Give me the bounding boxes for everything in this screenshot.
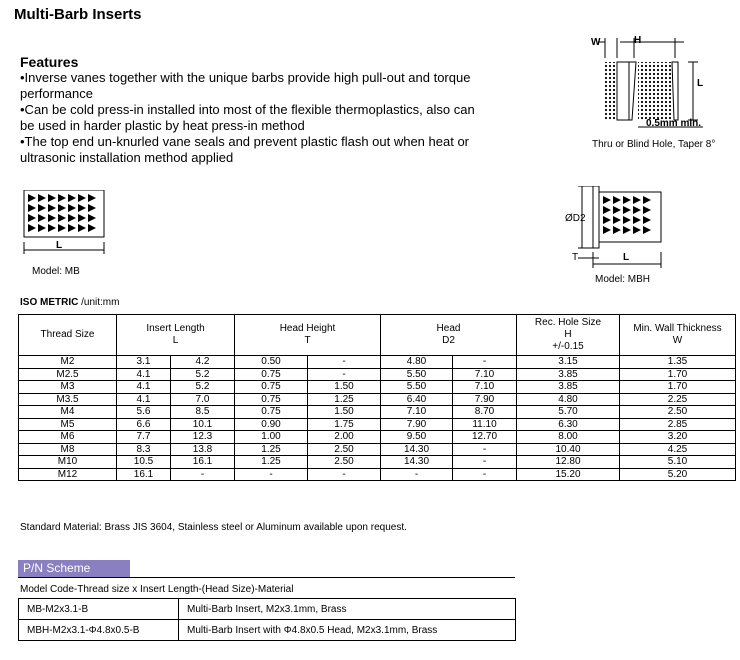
table-cell: 12.70: [453, 431, 517, 444]
model-code-text: Model Code-Thread size x Insert Length-(Head Size)-Material: [20, 584, 294, 595]
table-cell: 4.25: [620, 443, 736, 456]
table-cell: 10.5: [117, 456, 171, 469]
table-cell: 3.15: [517, 356, 620, 369]
table-cell: 5.50: [381, 381, 453, 394]
table-cell: 5.70: [517, 406, 620, 419]
table-cell: -: [453, 443, 517, 456]
table-cell: 3.20: [620, 431, 736, 444]
col-head: Head D2: [381, 315, 517, 356]
table-cell: 12.3: [171, 431, 235, 444]
table-row: [19, 456, 736, 469]
table-cell: 8.70: [453, 406, 517, 419]
table-cell: 4.1: [117, 381, 171, 394]
table-cell: M6: [19, 431, 117, 444]
table-cell: 1.25: [235, 443, 308, 456]
table-cell: 1.25: [235, 456, 308, 469]
table-cell: M2.5: [19, 368, 117, 381]
table-cell: -: [308, 356, 381, 369]
table-cell: 7.90: [381, 418, 453, 431]
table-cell: 7.10: [381, 406, 453, 419]
table-cell: 6.30: [517, 418, 620, 431]
table-cell: -: [235, 468, 308, 481]
col-head-height: Head Height T: [235, 315, 381, 356]
table-cell: 14.30: [381, 443, 453, 456]
pn-table: [18, 598, 516, 641]
table-cell: M3: [19, 381, 117, 394]
table-cell: M8: [19, 443, 117, 456]
table-cell: 3.1: [117, 356, 171, 369]
table-cell: 1.75: [308, 418, 381, 431]
table-cell: M2: [19, 356, 117, 369]
label-l: L: [697, 78, 704, 89]
table-cell: 6.6: [117, 418, 171, 431]
features-list: [20, 70, 490, 166]
table-cell: 5.10: [620, 456, 736, 469]
table-cell: 1.25: [308, 393, 381, 406]
col-min-wall: Min. Wall Thickness W: [620, 315, 736, 356]
table-cell: 13.8: [171, 443, 235, 456]
col-thread-size: Thread Size: [19, 315, 117, 356]
table-cell: 8.3: [117, 443, 171, 456]
table-cell: M4: [19, 406, 117, 419]
iso-metric-label: ISO METRIC /unit:mm: [20, 297, 120, 308]
table-cell: M12: [19, 468, 117, 481]
table-cell: -: [453, 356, 517, 369]
table-cell: 16.1: [171, 456, 235, 469]
table-cell: -: [453, 456, 517, 469]
table-cell: 5.2: [171, 368, 235, 381]
table-cell: 0.75: [235, 393, 308, 406]
table-cell: 10.40: [517, 443, 620, 456]
features-heading: Features: [20, 54, 79, 70]
table-cell: 1.70: [620, 381, 736, 394]
table-cell: 2.50: [620, 406, 736, 419]
table-cell: 2.50: [308, 443, 381, 456]
mbh-label-l: L: [623, 252, 630, 263]
table-cell: -: [308, 468, 381, 481]
pn-row: [19, 620, 516, 641]
table-cell: 7.10: [453, 381, 517, 394]
table-cell: 1.50: [308, 406, 381, 419]
table-cell: 16.1: [117, 468, 171, 481]
page-title: Multi-Barb Inserts: [14, 6, 142, 23]
label-h: H: [634, 35, 642, 46]
col-insert-length: Insert Length L: [117, 315, 235, 356]
mbh-label-t: T: [572, 252, 579, 263]
table-cell: 4.1: [117, 368, 171, 381]
spec-table: [18, 314, 736, 481]
table-cell: 7.90: [453, 393, 517, 406]
table-cell: 0.50: [235, 356, 308, 369]
pn-description: Multi-Barb Insert with Φ4.8x0.5 Head, M2x3.1mm, Brass: [179, 620, 516, 641]
table-header-row: [19, 315, 736, 356]
table-cell: -: [453, 468, 517, 481]
table-cell: -: [308, 368, 381, 381]
table-cell: 6.40: [381, 393, 453, 406]
table-cell: 4.1: [117, 393, 171, 406]
table-cell: 5.6: [117, 406, 171, 419]
table-cell: 8.5: [171, 406, 235, 419]
table-cell: 3.85: [517, 368, 620, 381]
mb-label-l: L: [56, 240, 63, 251]
table-cell: 2.50: [308, 456, 381, 469]
table-row: [19, 443, 736, 456]
mb-insert-drawing: [20, 190, 110, 260]
col-rec-hole: Rec. Hole Size H +/-0.15: [517, 315, 620, 356]
table-cell: 1.00: [235, 431, 308, 444]
table-cell: M10: [19, 456, 117, 469]
table-cell: 4.80: [381, 356, 453, 369]
table-cell: 5.20: [620, 468, 736, 481]
table-cell: 12.80: [517, 456, 620, 469]
table-cell: 0.75: [235, 368, 308, 381]
table-row: [19, 381, 736, 394]
table-row: [19, 393, 736, 406]
standard-material-note: Standard Material: Brass JIS 3604, Stainless steel or Aluminum available upon request.: [20, 522, 407, 533]
hole-caption: Thru or Blind Hole, Taper 8°: [592, 139, 716, 150]
table-cell: 2.00: [308, 431, 381, 444]
feature-item: •Inverse vanes together with the unique barbs provide high pull-out and torque performance: [20, 70, 471, 101]
table-row: [19, 406, 736, 419]
table-cell: 5.2: [171, 381, 235, 394]
table-cell: -: [381, 468, 453, 481]
feature-item: •The top end un-knurled vane seals and prevent plastic flash out when heat or ultrasonic installation method applied: [20, 134, 470, 165]
table-cell: 9.50: [381, 431, 453, 444]
table-cell: 8.00: [517, 431, 620, 444]
table-cell: 1.35: [620, 356, 736, 369]
table-cell: 1.50: [308, 381, 381, 394]
table-row: [19, 356, 736, 369]
table-cell: 5.50: [381, 368, 453, 381]
pn-code: MBH-M2x3.1-Φ4.8x0.5-B: [19, 620, 179, 641]
table-cell: 10.1: [171, 418, 235, 431]
table-cell: 15.20: [517, 468, 620, 481]
table-cell: M3.5: [19, 393, 117, 406]
feature-item: •Can be cold press-in installed into most of the flexible thermoplastics, also can be used in harder plastic by heat press-in method: [20, 102, 475, 133]
table-cell: -: [171, 468, 235, 481]
table-cell: 0.75: [235, 381, 308, 394]
pn-code: MB-M2x3.1-B: [19, 599, 179, 620]
table-cell: 4.80: [517, 393, 620, 406]
table-row: [19, 418, 736, 431]
table-cell: 0.75: [235, 406, 308, 419]
table-cell: 4.2: [171, 356, 235, 369]
mb-caption: Model: MB: [32, 266, 80, 277]
table-cell: 7.0: [171, 393, 235, 406]
table-cell: 7.10: [453, 368, 517, 381]
table-cell: 2.25: [620, 393, 736, 406]
table-cell: 2.85: [620, 418, 736, 431]
pn-description: Multi-Barb Insert, M2x3.1mm, Brass: [179, 599, 516, 620]
table-cell: M5: [19, 418, 117, 431]
divider: [18, 577, 515, 578]
mbh-label-d2: ØD2: [565, 213, 586, 224]
table-cell: 11.10: [453, 418, 517, 431]
pn-row: [19, 599, 516, 620]
table-cell: 3.85: [517, 381, 620, 394]
table-row: [19, 368, 736, 381]
table-cell: 7.7: [117, 431, 171, 444]
table-cell: 14.30: [381, 456, 453, 469]
mbh-caption: Model: MBH: [595, 274, 651, 285]
table-cell: 0.90: [235, 418, 308, 431]
label-w: W: [591, 37, 601, 48]
table-cell: 1.70: [620, 368, 736, 381]
table-row: [19, 431, 736, 444]
pn-scheme-tag: P/N Scheme: [18, 560, 130, 577]
table-row: [19, 468, 736, 481]
label-min: 0.5mm min.: [646, 118, 702, 129]
